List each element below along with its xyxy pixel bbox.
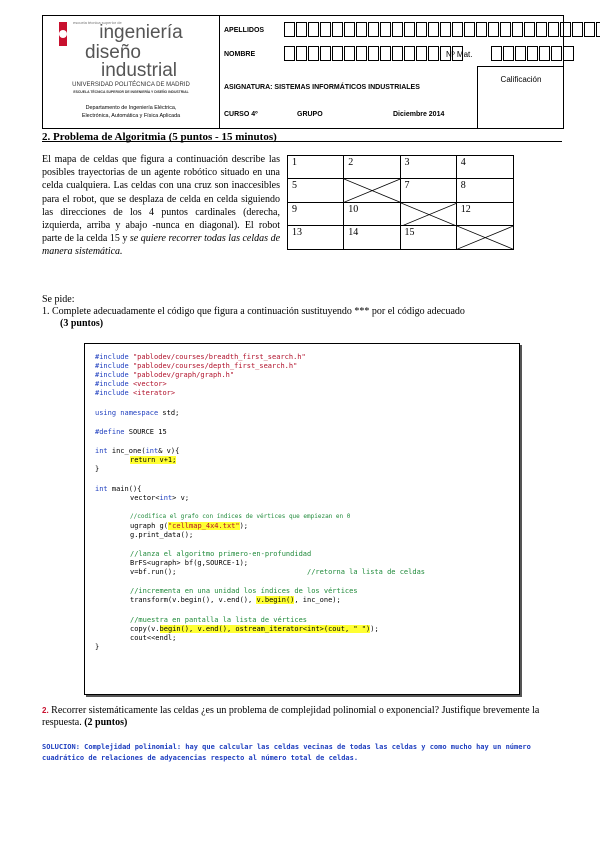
q2-points: (2 puntos) <box>84 717 128 728</box>
department-line-2: Electrónica, Automática y Física Aplicada <box>81 113 181 119</box>
map-cell: 14 <box>344 226 400 249</box>
solution-text: SOLUCION: Complejidad polinomial: hay que calcular las celdas vecinas de todas las celdas y como mucho hay un número cuadrático de relaciones de adyacencias respecto al número total de celdas. <box>42 743 531 762</box>
school-logo-block <box>43 16 220 128</box>
code-line: v=bf.run(); <box>130 568 177 576</box>
code-line: #include <iterator> <box>95 389 176 397</box>
cell-map-grid <box>287 155 514 250</box>
q1-text: 1. Complete adecuadamente el código que figura a continuación sustituyendo *** por el código adecuado <box>42 306 465 317</box>
code-line: int inc_one(int& v){ <box>95 447 180 455</box>
question-1 <box>42 306 562 330</box>
code-line: int main(){ <box>95 485 142 493</box>
nombre-label: NOMBRE <box>224 51 256 58</box>
code-line: transform(v.begin(), v.end(), v.begin(), inc_one); <box>130 596 341 604</box>
blocked-cell <box>344 179 400 202</box>
nmat-label: Nº Mat. <box>446 50 473 59</box>
blocked-cell <box>457 226 513 249</box>
logo-line-2: diseño <box>85 42 141 63</box>
apellidos-label: APELLIDOS <box>224 27 265 34</box>
problem-title: 2. Problema de Algoritmia (5 puntos - 15 minutos) <box>42 131 277 143</box>
code-line: cout<<endl; <box>130 634 177 642</box>
map-cell: 9 <box>288 203 344 226</box>
map-cell: 4 <box>457 156 513 179</box>
map-cell: 2 <box>344 156 400 179</box>
cross-icon <box>401 203 457 226</box>
exam-header <box>42 15 564 129</box>
code-line: #include "pablodev/graph/graph.h" <box>95 371 235 379</box>
code-line: } <box>95 643 100 651</box>
map-cell: 5 <box>288 179 344 202</box>
apellidos-boxes[interactable] <box>284 22 600 37</box>
nombre-boxes[interactable] <box>284 46 464 61</box>
code-listing <box>84 343 520 695</box>
code-line: BrFS<ugraph> bf(g,SOURCE-1); <box>130 559 249 567</box>
code-comment: //retorna la lista de celdas <box>307 568 426 576</box>
title-bar <box>42 127 562 142</box>
intro-italic-text: se quiere recorrer todas las celdas de manera sistemática. <box>42 233 281 258</box>
code-comment: //lanza el algoritmo primero-en-profundidad <box>130 550 312 558</box>
map-cell: 15 <box>401 226 457 249</box>
nmat-boxes[interactable] <box>491 46 575 61</box>
code-line: #include "pablodev/courses/depth_first_search.h" <box>95 362 298 370</box>
code-line: #include "pablodev/courses/breadth_first_search.h" <box>95 353 306 361</box>
code-comment: //muestra en pantalla la lista de vértices <box>130 616 308 624</box>
calificacion-label: Calificación <box>500 75 542 84</box>
curso-label: CURSO 4º <box>224 111 258 118</box>
map-cell: 12 <box>457 203 513 226</box>
q2-number: 2. <box>42 706 49 715</box>
school-name: ESCUELA TÉCNICA SUPERIOR DE INGENIERÍA Y DISEÑO INDUSTRIAL <box>73 90 189 94</box>
map-cell: 10 <box>344 203 400 226</box>
code-line: vector<int> v; <box>130 494 190 502</box>
q2-text: Recorrer sistemáticamente las celdas ¿es un problema de complejidad polinomial o exponencial? Justifique brevemente la respuesta. <box>42 705 540 728</box>
logo-line-1: ingeniería <box>99 22 183 43</box>
code-line: #define SOURCE 15 <box>95 428 167 436</box>
code-comment: //incrementa en una unidad los índices de los vértices <box>130 587 358 595</box>
calificacion-box[interactable] <box>477 66 564 129</box>
code-line: return v+1; <box>130 456 177 464</box>
code-line: } <box>95 465 100 473</box>
logo-line-3: industrial <box>100 60 178 81</box>
code-line: g.print_data(); <box>130 531 194 539</box>
code-line: ugraph g("cellmap_4x4.txt"); <box>130 522 249 530</box>
code-line: #include <vector> <box>95 380 167 388</box>
cross-icon <box>344 179 400 202</box>
se-pide: Se pide: <box>42 294 75 305</box>
map-cell: 3 <box>401 156 457 179</box>
question-2 <box>42 705 562 729</box>
q1-points: (3 puntos) <box>60 318 104 329</box>
cross-icon <box>457 226 513 249</box>
fecha-label: Diciembre 2014 <box>393 111 445 118</box>
logo-small-text: escuela técnica superior de <box>73 20 122 25</box>
code-comment: //codifica el grafo con índices de vértices que empiezan en 0 <box>130 513 351 520</box>
problem-intro <box>42 153 280 259</box>
intro-text: El mapa de celdas que figura a continuación describe las posibles trayectorias de un agente robótico situado en una celda cualquiera. Las celdas con una cruz son inaccesibles para el robot, que se desplaza de celda en celda siguiendo las direcciones de los 4 puntos cardinales (derecha, izquierda, arriba y abajo -nunca en diagonal). El robot parte de la celda 15 y <box>42 154 280 245</box>
university-name: UNIVERSIDAD POLITÉCNICA DE MADRID <box>72 82 190 88</box>
map-cell: 1 <box>288 156 344 179</box>
map-cell: 7 <box>401 179 457 202</box>
department-line-1: Departamento de Ingeniería Eléctrica, <box>85 105 177 111</box>
blocked-cell <box>401 203 457 226</box>
map-cell: 13 <box>288 226 344 249</box>
code-line: using namespace std; <box>95 409 180 417</box>
grupo-label: GRUPO <box>297 111 323 118</box>
code-line: copy(v.begin(), v.end(), ostream_iterator<int>(cout, " ")); <box>130 625 379 633</box>
map-cell: 8 <box>457 179 513 202</box>
asignatura-label: ASIGNATURA: SISTEMAS INFORMÁTICOS INDUSTRIALES <box>224 84 420 91</box>
